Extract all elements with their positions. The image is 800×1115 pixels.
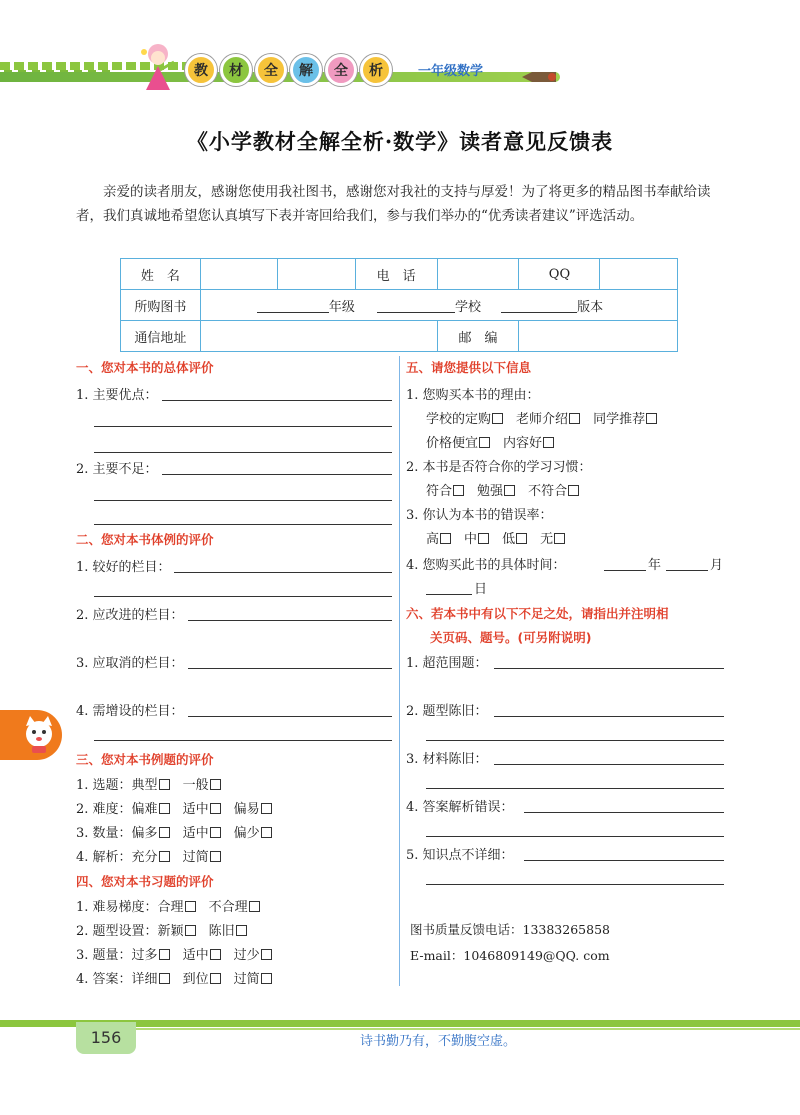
s6-q5-line-2[interactable] [426, 884, 724, 885]
s4-q4: 4. 答案：详细 到位 过简 [76, 968, 272, 987]
checkbox[interactable] [249, 901, 260, 912]
side-tab [0, 710, 62, 760]
year-blank[interactable] [604, 570, 646, 571]
checkbox[interactable] [159, 803, 170, 814]
s2-q1-line-2[interactable] [94, 596, 392, 597]
s6-q5-line-1[interactable] [524, 860, 724, 861]
s6-q2-line-1[interactable] [494, 716, 724, 717]
s6-q2-line-2[interactable] [426, 740, 724, 741]
s1-q1-line-1[interactable] [162, 400, 392, 401]
s6-q1-line-1[interactable] [494, 668, 724, 669]
reader-info-table [120, 258, 678, 352]
s2-q1-line-1[interactable] [174, 572, 392, 573]
grade-blank[interactable] [257, 298, 329, 313]
s6-q4-label: 4. 答案解析错误： [406, 800, 514, 815]
checkbox[interactable] [479, 437, 490, 448]
month-blank[interactable] [666, 570, 708, 571]
s2-q3-label: 3. 应取消的栏目： [76, 656, 184, 671]
phone-label: 电 话 [355, 259, 437, 290]
page-title: 《小学教材全解全析·数学》读者意见反馈表 [186, 129, 614, 154]
checkbox[interactable] [159, 973, 170, 984]
s5-q2-label: 2. 本书是否符合你的学习习惯： [406, 460, 592, 475]
pencil-icon [522, 70, 558, 84]
s6-q3-line-1[interactable] [494, 764, 724, 765]
fairy-mascot-icon [138, 42, 178, 94]
checkbox[interactable] [159, 949, 170, 960]
checkbox[interactable] [159, 779, 170, 790]
checkbox[interactable] [569, 413, 580, 424]
checkbox[interactable] [478, 533, 489, 544]
postcode-field[interactable] [519, 321, 678, 352]
checkbox[interactable] [210, 827, 221, 838]
section-1-title: 一、您对本书的总体评价 [76, 360, 214, 375]
s1-q1-line-3[interactable] [94, 452, 392, 453]
section-3-title: 三、您对本书例题的评价 [76, 752, 214, 767]
badge-5: 全 [325, 54, 357, 86]
grade-label: 年级 [328, 299, 355, 315]
badge-6: 析 [360, 54, 392, 86]
s3-q4: 4. 解析：充分 过简 [76, 846, 221, 865]
page-number: 156 [76, 1022, 136, 1054]
s5-q1-options-2: 价格便宜 内容好 [426, 432, 554, 451]
checkbox[interactable] [261, 803, 272, 814]
postcode-label: 邮 编 [437, 321, 519, 352]
year-label: 年 [648, 558, 662, 573]
section-2-title: 二、您对本书体例的评价 [76, 532, 214, 547]
s6-q1-label: 1. 超范围题： [406, 656, 488, 671]
s6-q3-label: 3. 材料陈旧： [406, 752, 488, 767]
phone-field[interactable] [437, 259, 519, 290]
section-6-title: 六、若本书中有以下不足之处，请指出并注明相 [406, 606, 669, 621]
section-5-title: 五、请您提供以下信息 [406, 360, 532, 375]
s3-q2: 2. 难度：偏难 适中 偏易 [76, 798, 272, 817]
badge-3: 全 [255, 54, 287, 86]
month-label: 月 [710, 558, 724, 573]
checkbox[interactable] [261, 973, 272, 984]
s6-q2-label: 2. 题型陈旧： [406, 704, 488, 719]
checkbox[interactable] [210, 803, 221, 814]
s2-q4-label: 4. 需增设的栏目： [76, 704, 184, 719]
page-header [0, 40, 800, 100]
fox-mascot-icon [22, 716, 56, 754]
checkbox[interactable] [504, 485, 515, 496]
s1-q2-label: 2. 主要不足： [76, 462, 158, 477]
s2-q4-line-1[interactable] [188, 716, 392, 717]
checkbox[interactable] [543, 437, 554, 448]
name-field[interactable] [200, 259, 277, 290]
s4-q1: 1. 难易梯度：合理 不合理 [76, 896, 260, 915]
s5-q1-label: 1. 您购买本书的理由： [406, 388, 540, 403]
s5-q2-options: 符合 勉强 不符合 [426, 480, 579, 499]
checkbox[interactable] [236, 925, 247, 936]
checkbox[interactable] [492, 413, 503, 424]
checkbox[interactable] [210, 949, 221, 960]
email: E-mail：1046809149@QQ. com [410, 948, 610, 963]
section-6-title-cont: 关页码、题号。(可另附说明) [430, 630, 592, 645]
s2-q3-line-1[interactable] [188, 668, 392, 669]
checkbox[interactable] [159, 827, 170, 838]
checkbox[interactable] [568, 485, 579, 496]
s1-q2-line-2[interactable] [94, 500, 392, 501]
section-4-title: 四、您对本书习题的评价 [76, 874, 214, 889]
s6-q3-line-2[interactable] [426, 788, 724, 789]
intro-paragraph: 亲爱的读者朋友，感谢您使用我社图书，感谢您对我社的支持与厚爱！为了将更多的精品图书奉献给读者，我们真诚地希望您认真填写下表并寄回给我们，参与我们举办的“优秀读者建议”评选活动。 [76, 184, 711, 224]
s5-q3-label: 3. 你认为本书的错误率： [406, 508, 553, 523]
s6-q4-line-2[interactable] [426, 836, 724, 837]
s2-q2-line-1[interactable] [188, 620, 392, 621]
checkbox[interactable] [453, 485, 464, 496]
checkbox[interactable] [646, 413, 657, 424]
address-field[interactable] [200, 321, 437, 352]
checkbox[interactable] [210, 779, 221, 790]
checkbox[interactable] [185, 901, 196, 912]
s1-q1-label: 1. 主要优点： [76, 388, 158, 403]
series-badges [185, 54, 392, 86]
checkbox[interactable] [210, 973, 221, 984]
name-label: 姓 名 [121, 259, 201, 290]
checkbox[interactable] [261, 827, 272, 838]
s6-q5-label: 5. 知识点不详细： [406, 848, 514, 863]
edition-label: 版本 [577, 299, 604, 315]
footer-motto: 诗书勤乃有，不勤腹空虚。 [360, 1034, 517, 1049]
book-field[interactable] [200, 290, 677, 321]
s2-q1-label: 1. 较好的栏目： [76, 560, 171, 575]
edition-blank[interactable] [501, 298, 577, 313]
school-label: 学校 [454, 299, 481, 315]
checkbox[interactable] [185, 925, 196, 936]
s5-q4-label: 4. 您购买此书的具体时间： [406, 558, 566, 573]
address-label: 通信地址 [121, 321, 201, 352]
column-divider [399, 356, 400, 986]
badge-4: 解 [290, 54, 322, 86]
s1-q2-line-3[interactable] [94, 524, 392, 525]
checkbox[interactable] [554, 533, 565, 544]
s1-q2-line-1[interactable] [162, 474, 392, 475]
checkbox[interactable] [159, 851, 170, 862]
s4-q2: 2. 题型设置：新颖 陈旧 [76, 920, 247, 939]
s1-q1-line-2[interactable] [94, 426, 392, 427]
checkbox[interactable] [516, 533, 527, 544]
badge-1: 教 [185, 54, 217, 86]
checkbox[interactable] [440, 533, 451, 544]
s3-q1: 1. 选题：典型 一般 [76, 774, 221, 793]
qq-label: QQ [519, 259, 600, 290]
hotline: 图书质量反馈电话：13383265858 [410, 922, 610, 937]
checkbox[interactable] [210, 851, 221, 862]
badge-2: 材 [220, 54, 252, 86]
book-label: 所购图书 [121, 290, 201, 321]
qq-field[interactable] [600, 259, 678, 290]
name-field-extra[interactable] [278, 259, 355, 290]
school-blank[interactable] [377, 298, 455, 313]
checkbox[interactable] [261, 949, 272, 960]
grade-subtitle: 一年级数学 [418, 64, 484, 79]
s5-q1-options-1: 学校的定购 老师介绍 同学推荐 [426, 408, 657, 427]
s5-q3-options: 高 中 低 无 [426, 528, 565, 547]
s2-q2-label: 2. 应改进的栏目： [76, 608, 184, 623]
day-blank[interactable] [426, 594, 472, 595]
s2-q4-line-2[interactable] [94, 740, 392, 741]
s6-q4-line-1[interactable] [524, 812, 724, 813]
s3-q3: 3. 数量：偏多 适中 偏少 [76, 822, 272, 841]
day-label: 日 [474, 582, 488, 597]
s4-q3: 3. 题量：过多 适中 过少 [76, 944, 272, 963]
